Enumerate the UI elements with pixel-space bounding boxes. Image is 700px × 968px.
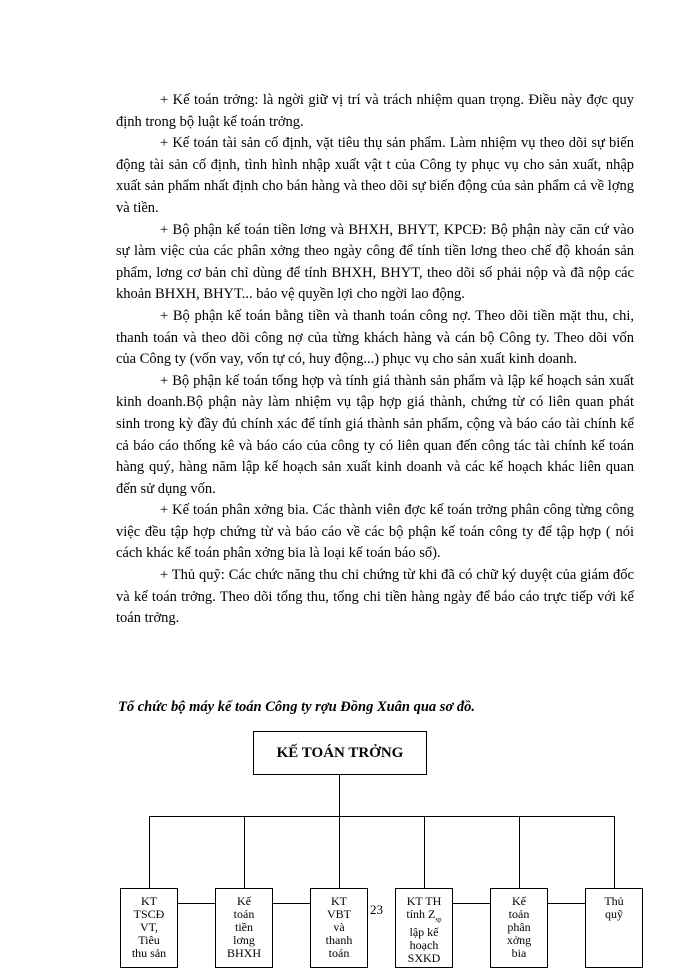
paragraph-payroll: + Bộ phận kế toán tiền lơng và BHXH, BHYT, KPCĐ: Bộ phận này căn cứ vào sự làm việc của các phân xởng theo ngày công để tính tiền lơng theo chế độ khoán sản phẩm, lơng cơ bản chỉ dùng để tính BHXH, BHYT, theo dõi số phải nộp và đã nộp các khoản BHXH, BHYT... bảo vệ quyền lợi cho ngời lao động.	[116, 221, 634, 303]
treasurer-box	[585, 888, 643, 968]
box-line: Tiêu	[138, 933, 160, 947]
cash-payments-box	[310, 888, 368, 968]
fixed-assets-box	[120, 888, 178, 968]
connector-drop	[519, 816, 520, 888]
box-line-text: tính Z	[406, 907, 436, 921]
box-line: TSCĐ	[133, 907, 165, 921]
box-line: lơng	[233, 933, 255, 947]
box-line: VBT	[327, 907, 351, 921]
box-line: thanh	[325, 933, 353, 947]
connector-link	[453, 903, 490, 904]
box-line: toán	[233, 907, 255, 921]
page-number: 23	[370, 902, 383, 917]
box-line: quỹ	[605, 907, 623, 921]
general-accounting-box	[395, 888, 453, 968]
workshop-accounting-box	[490, 888, 548, 968]
box-line: KT TH	[406, 894, 442, 908]
box-line	[396, 908, 452, 926]
paragraph-cash-payments: + Bộ phận kế toán bằng tiền và thanh toán công nợ. Theo dõi tiền mặt thu, chi, thanh toán và theo dõi công nợ của từng khách hàng và cán bộ Công ty. Theo dõi vốn của Công ty (vốn vay, vốn tự có, huy động...) phục vụ cho sản xuất kinh doanh.	[116, 307, 634, 368]
diagram-caption: Tổ chức bộ máy kế toán Công ty rợu Đồng Xuân qua sơ đồ.	[118, 699, 475, 715]
connector-link	[548, 903, 585, 904]
box-line: bia	[511, 946, 527, 960]
box-line: xởng	[506, 933, 532, 947]
box-line: SXKD	[407, 951, 441, 966]
box-line: toán	[508, 907, 530, 921]
paragraph-workshop-accounting: + Kế toán phân xởng bia. Các thành viên đợc kế toán trởng phân công từng công việc đều tập hợp chứng từ và báo cáo về các bộ phận kế toán công ty để tập hợp ( nói cách khác kế toán phân xởng bia là loại kế toán báo sổ).	[116, 502, 634, 562]
box-line: Kế	[512, 894, 526, 908]
connector-drop	[339, 816, 340, 888]
box-line: phân	[507, 920, 531, 934]
payroll-box	[215, 888, 273, 968]
box-line: VT,	[139, 920, 159, 934]
connector-drop	[424, 816, 425, 888]
connector-bus	[149, 816, 614, 817]
connector-trunk	[339, 775, 340, 817]
body-text	[116, 90, 634, 630]
box-line-subscript: sp	[435, 915, 442, 924]
paragraph-general-accounting: + Bộ phận kế toán tổng hợp và tính giá thành sản phẩm và lập kế hoạch sản xuất kinh doanh.Bộ phận này làm nhiệm vụ tập hợp giá thành, chứng từ có liên quan phát sinh trong kỳ đầy đủ chính xác để tính giá thành sản phẩm, cộng và báo cáo tài chính kể cả báo cáo thống kê và báo cáo của công ty có liên quan đến công tác tài chính kế toán hàng quý, hàng năm lập kế hoạch sản xuất kinh doanh và các kế hoạch khác liên quan đến sử dụng vốn.	[116, 372, 634, 497]
connector-drop	[149, 816, 150, 888]
box-line: KT	[331, 894, 347, 908]
connector-link	[273, 903, 310, 904]
paragraph-chief-accountant: + Kế toán trởng: là ngời giữ vị trí và trách nhiệm quan trọng. Điều này đợc quy định trong bộ luật kế toán trởng.	[116, 92, 634, 130]
connector-link	[178, 903, 215, 904]
connector-drop	[614, 816, 615, 888]
box-line: toán	[328, 946, 350, 960]
paragraph-treasurer: + Thủ quỹ: Các chức năng thu chi chứng từ khi đã có chữ ký duyệt của giám đốc và kế toán trởng. Theo dõi tổng thu, tổng chi tiền hàng ngày để báo cáo trực tiếp với kế toán trởng.	[116, 567, 634, 627]
box-line: tiền	[235, 920, 253, 934]
box-line: lập kế	[409, 925, 439, 940]
box-line: KT	[141, 894, 157, 908]
box-line: Kế	[237, 894, 251, 908]
box-line: Thủ	[604, 894, 624, 908]
box-line: BHXH	[226, 946, 261, 960]
paragraph-fixed-assets: + Kế toán tài sản cố định, vặt tiêu thụ sản phẩm. Làm nhiệm vụ theo dõi sự biến động tài sản cố định, tình hình nhập xuất vật t của Công ty phục vụ cho sản xuất, nhập xuất sản phẩm nhất định cho bán hàng và theo dõi sự biến động của sản phẩm cả về lợng và tiền.	[116, 135, 634, 216]
chief-accountant-box: KẾ TOÁN TRỞNG	[253, 731, 427, 775]
connector-drop	[244, 816, 245, 888]
box-line: hoạch	[409, 938, 439, 953]
box-line: và	[333, 920, 345, 934]
box-line: thu sản	[131, 946, 167, 960]
